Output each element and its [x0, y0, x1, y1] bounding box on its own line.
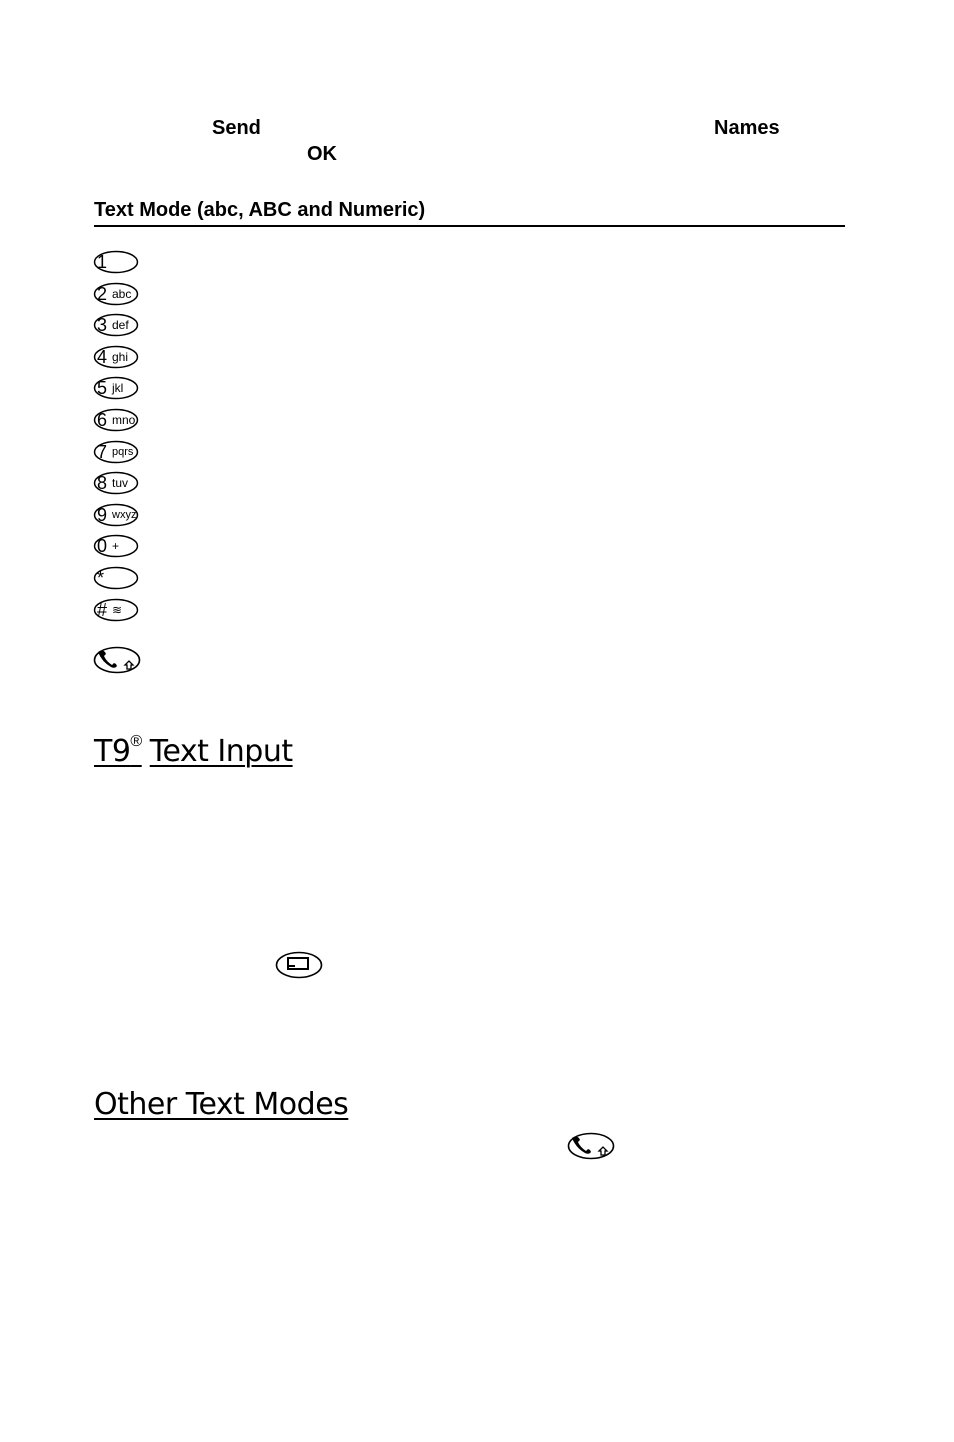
key-letters: ghi	[112, 350, 129, 364]
key-digit: 7	[97, 442, 108, 462]
names-label: Names	[714, 117, 780, 139]
send-label: Send	[212, 117, 261, 139]
key-letters: wxyz	[112, 509, 137, 521]
key-1-icon	[93, 250, 139, 274]
key-6-icon	[93, 408, 139, 432]
menu-key-icon	[275, 950, 323, 980]
key-letters: pqrs	[112, 446, 134, 458]
t9-registered-mark: ®	[130, 733, 142, 750]
key-digit: 0	[97, 536, 108, 556]
key-0-icon	[93, 534, 139, 558]
ok-label: OK	[307, 143, 337, 165]
key-letters: ≋	[112, 603, 123, 617]
key-letters: tuv	[112, 476, 129, 490]
key-digit: 2	[97, 284, 108, 304]
t9-title-rest: Text Input	[149, 734, 293, 769]
key-3-icon	[93, 313, 139, 337]
key-5-icon	[93, 376, 139, 400]
section-heading: Text Mode (abc, ABC and Numeric)	[94, 199, 845, 227]
key-digit: 5	[97, 378, 108, 398]
key-9-icon	[93, 503, 139, 527]
key-digit: #	[97, 600, 108, 620]
key-digit: 6	[97, 410, 108, 430]
t9-text-input-heading	[94, 734, 293, 769]
key-7-icon	[93, 440, 139, 464]
key-digit: 1	[97, 252, 108, 272]
other-text-modes-heading: Other Text Modes	[94, 1087, 349, 1122]
key-4-icon	[93, 345, 139, 369]
key-2-icon	[93, 282, 139, 306]
key-star-icon	[93, 566, 139, 590]
key-letters: +	[112, 539, 120, 553]
key-8-icon	[93, 471, 139, 495]
key-letters: def	[112, 318, 129, 332]
key-digit: 4	[97, 347, 108, 367]
call-shift-key-icon	[93, 645, 141, 675]
key-hash-icon	[93, 598, 139, 622]
key-digit: *	[97, 568, 105, 588]
key-letters: abc	[112, 287, 132, 301]
key-digit: 9	[97, 505, 108, 525]
key-digit: 3	[97, 315, 108, 335]
call-shift-key-icon	[567, 1131, 615, 1161]
key-digit: 8	[97, 473, 108, 493]
key-letters: jkl	[112, 381, 124, 395]
t9-title: T9	[94, 734, 131, 769]
key-letters: mno	[112, 413, 136, 427]
